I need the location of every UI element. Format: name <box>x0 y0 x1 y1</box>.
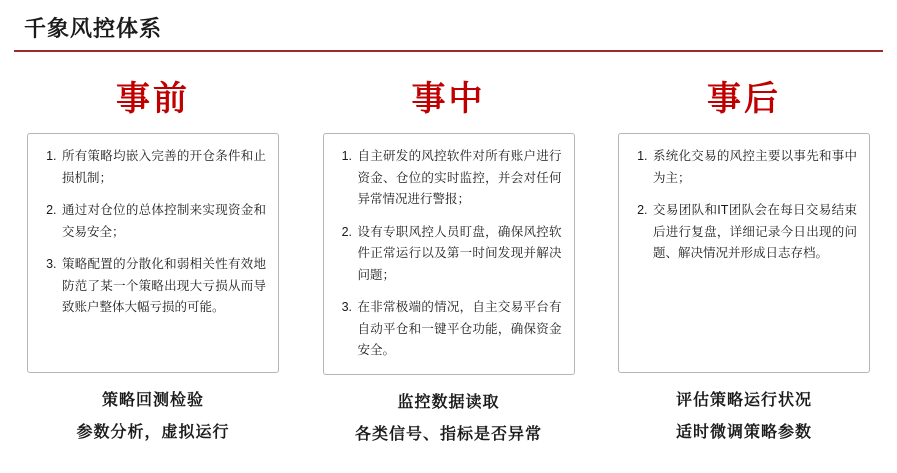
column-heading-after: 事后 <box>707 80 781 118</box>
footer-line: 适时微调策略参数 <box>675 424 812 442</box>
list-item: 3. 在非常极端的情况，自主交易平台有自动平仓和一键平仓功能，确保资金安全。 <box>356 297 562 362</box>
footer-before <box>76 387 229 442</box>
column-after <box>605 70 883 444</box>
card-after <box>618 133 870 373</box>
footer-line: 评估策略运行状况 <box>675 392 812 410</box>
list-item: 2. 交易团队和IT团队会在每日交易结束后进行复盘，详细记录今日出现的问题、解决情况并形成日志存档。 <box>651 200 857 265</box>
page-title: 千象风控体系 <box>24 16 163 41</box>
list-item: 3. 策略配置的分散化和弱相关性有效地防范了某一个策略出现大亏损从而导致账户整体大幅亏损的可能。 <box>60 254 266 319</box>
footer-after <box>676 387 812 442</box>
columns-container <box>0 70 897 444</box>
column-heading-before: 事前 <box>116 80 190 118</box>
list-item: 2. 通过对仓位的总体控制来实现资金和交易安全； <box>60 200 266 243</box>
column-before <box>14 70 292 444</box>
column-during <box>310 70 588 444</box>
footer-line: 策略回测检验 <box>101 392 204 410</box>
points-list-before <box>38 146 266 319</box>
card-during <box>323 133 575 375</box>
list-item: 1. 系统化交易的风控主要以事先和事中为主； <box>651 146 857 189</box>
list-item: 1. 自主研发的风控软件对所有账户进行资金、仓位的实时监控，并会对任何异常情况进行警报； <box>356 146 562 211</box>
footer-during <box>355 389 542 444</box>
list-item: 1. 所有策略均嵌入完善的开仓条件和止损机制； <box>60 146 266 189</box>
title-divider <box>14 50 883 52</box>
points-list-during <box>334 146 562 362</box>
list-item: 2. 设有专职风控人员盯盘，确保风控软件正常运行以及第一时间发现并解决问题； <box>356 222 562 287</box>
card-before <box>27 133 279 373</box>
footer-line: 监控数据读取 <box>397 393 500 411</box>
column-heading-during: 事中 <box>411 80 486 118</box>
footer-line: 各类信号、指标是否异常 <box>354 425 542 443</box>
points-list-after <box>629 146 857 265</box>
footer-line: 参数分析，虚拟运行 <box>76 424 230 442</box>
